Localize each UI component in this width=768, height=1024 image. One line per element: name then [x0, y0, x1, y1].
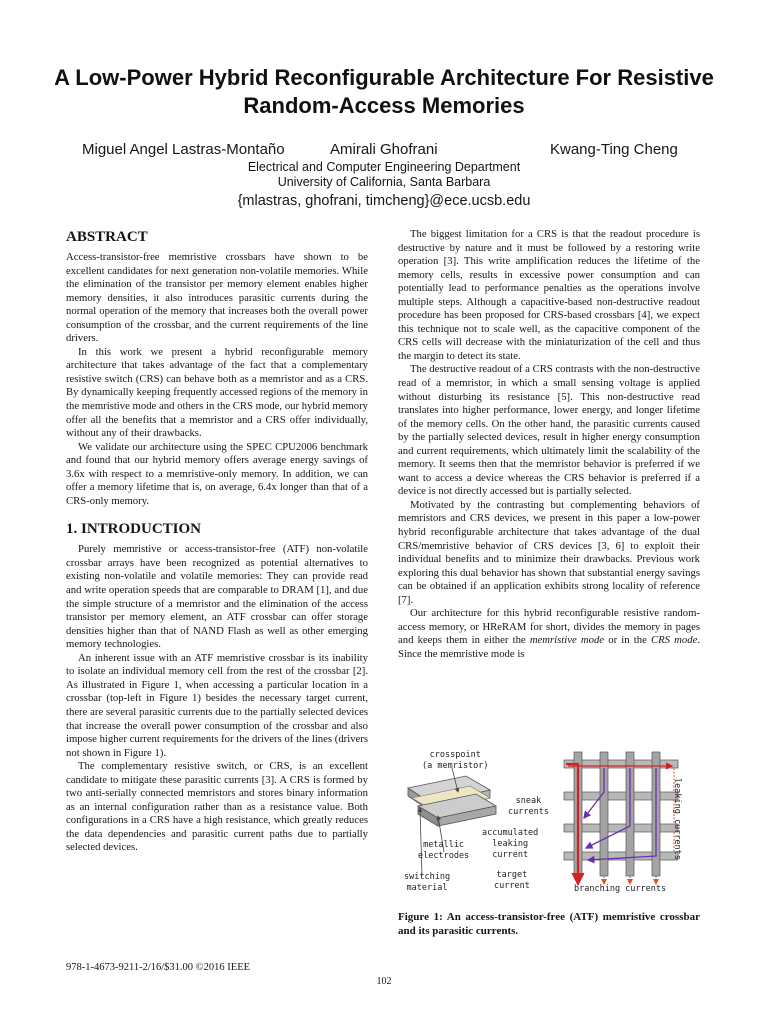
page-number: 102 [376, 976, 392, 987]
intro-paragraph: Purely memristive or access-transistor-free (ATF) non-volatile crossbar arrays have been recognized as potential alternatives to existing non-volatile and volatile memories: They can provide read and write operation speeds that are comparable to DRAM [1], and due the simple structure of a memristor and the elimination of the access transistor per memory element, an ATF crossbar can offer storage densities higher than that of NAND Flash as well as other emerging memory technologies. [66, 543, 368, 651]
author-1: Miguel Angel Lastras-Montaño [82, 141, 285, 158]
left-column [66, 228, 368, 855]
author-2: Amirali Ghofrani [330, 141, 438, 158]
figure-1 [398, 748, 700, 898]
label-target-current: target current [494, 870, 530, 891]
abstract-paragraph: Access-transistor-free memristive crossbars have shown to be excellent candidates for next generation non-volatile memories. While the elimination of the transistor per memory element enables higher memory densities, it also introduces parasitic currents during the normal operation of the memory that increases both the overall power consumption of the crossbar, and the current requirements of the line drivers. [66, 251, 368, 345]
label-metallic-electrodes: metallic electrodes [418, 840, 470, 861]
affiliation-department: Electrical and Computer Engineering Department [247, 160, 521, 174]
text-run: or in the [604, 634, 652, 647]
text-run: . Since the memristive mode is [398, 634, 701, 660]
label-switching-material: switching material [404, 872, 451, 893]
label-accumulated-leaking: accumulated leaking current [482, 828, 539, 860]
abstract-heading: ABSTRACT [66, 229, 148, 245]
isbn-copyright: 978-1-4673-9211-2/16/$31.00 ©2016 IEEE [66, 962, 251, 973]
introduction-heading: 1. INTRODUCTION [66, 521, 202, 538]
author-list [0, 141, 768, 161]
body-paragraph-last [398, 607, 700, 661]
label-leaking-currents: leaking currents [672, 778, 682, 860]
figure-caption: Figure 1: An access-transistor-free (ATF) memristive crossbar and its parasitic currents. [398, 911, 700, 937]
body-paragraph: The biggest limitation for a CRS is that the readout procedure is destructive by nature and it must be followed by a restoring write operation [3]. This write amplification reduces the lifetime of the memory cells, results in excessive power consumption and can potentially lead to performance penalties as the operations involve multiple steps. Although a capacitive-based non-destructive readout procedure has been proposed for CRS-based crossbars [4], we expect this technique not to scale well, as the capacitive component of the CRS cells will decrease with the miniaturization of the cell and thus the margin to detect its state. [398, 228, 700, 362]
intro-paragraph: The complementary resistive switch, or CRS, is an excellent candidate to mitigate these parasitic currents [3]. A CRS is formed by two anti-serially connected memristors and stores binary information as an internal configuration rather than as a resistance value. Both configurations in a CRS have a high resistance, which greatly reduces the data dependencies and parasitic current paths due to partially selected devices. [66, 760, 368, 854]
author-email: {mlastras, ghofrani, timcheng}@ece.ucsb.edu [237, 193, 531, 209]
body-paragraph: The destructive readout of a CRS contrasts with the non-destructive read of a memristor, in which a small sensing voltage is applied without disturbing its resistance [5]. This non-destructive read translates into higher performance, lower energy, and longer lifetime of the memory cells. On the other hand, the parasitic currents caused by the partially selected devices, result in higher energy consumption and current requirements, which ultimately limit the scalability of the memory. It seems then that the memristor behavior is preferred if we want to access a device whereas the CRS behavior is preferred if a device is not directly accessed but is partially selected. [398, 363, 700, 498]
crossbar-array [564, 752, 678, 884]
label-branching-currents: branching currents [574, 884, 667, 894]
text-run: Our architecture for this hybrid reconfigurable resistive random-access memory, or HReRAM for short, divides the memory in pages and keeps them in either the [398, 607, 700, 647]
intro-paragraph: An inherent issue with an ATF memristive crossbar is its inability to isolate an individual memory cell from the rest of the crossbar [2]. As illustrated in Figure 1, when accessing a particular location in a crossbar (top-left in Figure 1) besides the necessary target current, there are several parasitic currents due to the partially selected devices that increase the overall power consumption of the crossbar and also impose higher current requirements for the drivers of the lines (drivers not shown in Figure 1). [66, 651, 368, 759]
affiliation-university: University of California, Santa Barbara [277, 175, 491, 189]
emphasis-crs-mode: CRS mode [651, 634, 698, 647]
label-sneak-currents: sneak currents [508, 796, 549, 817]
emphasis-memristive-mode: memristive mode [529, 634, 605, 647]
author-3: Kwang-Ting Cheng [550, 141, 678, 158]
abstract-paragraph: In this work we present a hybrid reconfigurable memory architecture that takes advantage of the fact that a complementary resistive switch (CRS) can behave both as a memristor and as a CRS. By dynamically keeping frequently accessed regions of the memory in the memristive mode and others in the CRS mode, our hybrid memory offer all the benefits that a memristor and a CRS offer individually, without any of their drawbacks. [66, 345, 368, 440]
paper-title: A Low-Power Hybrid Reconfigurable Architecture For Resistive Random-Access Memories [54, 65, 714, 118]
abstract-paragraph: We validate our architecture using the SPEC CPU2006 benchmark and found that our hybrid memory offers average energy savings of 3.6x with respect to a memristive-only memory. In addition, we can offer a memory lifetime that is, on average, 6.4x longer than that of a CRS-only memory. [66, 440, 368, 507]
body-paragraph: Motivated by the contrasting but complementing behaviors of memristors and CRS devices, we present in this paper a low-power hybrid reconfigurable architecture that takes advantage of the dual CRS/memristive behavior of CRS devices [3, 6] to exploit their individual benefits and to minimize their drawbacks. Previous work exploring this dual behavior has shown that substantial energy savings can be obtained if an application exhibits strong locality of reference [7]. [398, 498, 700, 606]
right-column [398, 228, 700, 662]
affiliation [0, 160, 768, 190]
label-crosspoint: crosspoint (a memristor) [422, 750, 489, 771]
